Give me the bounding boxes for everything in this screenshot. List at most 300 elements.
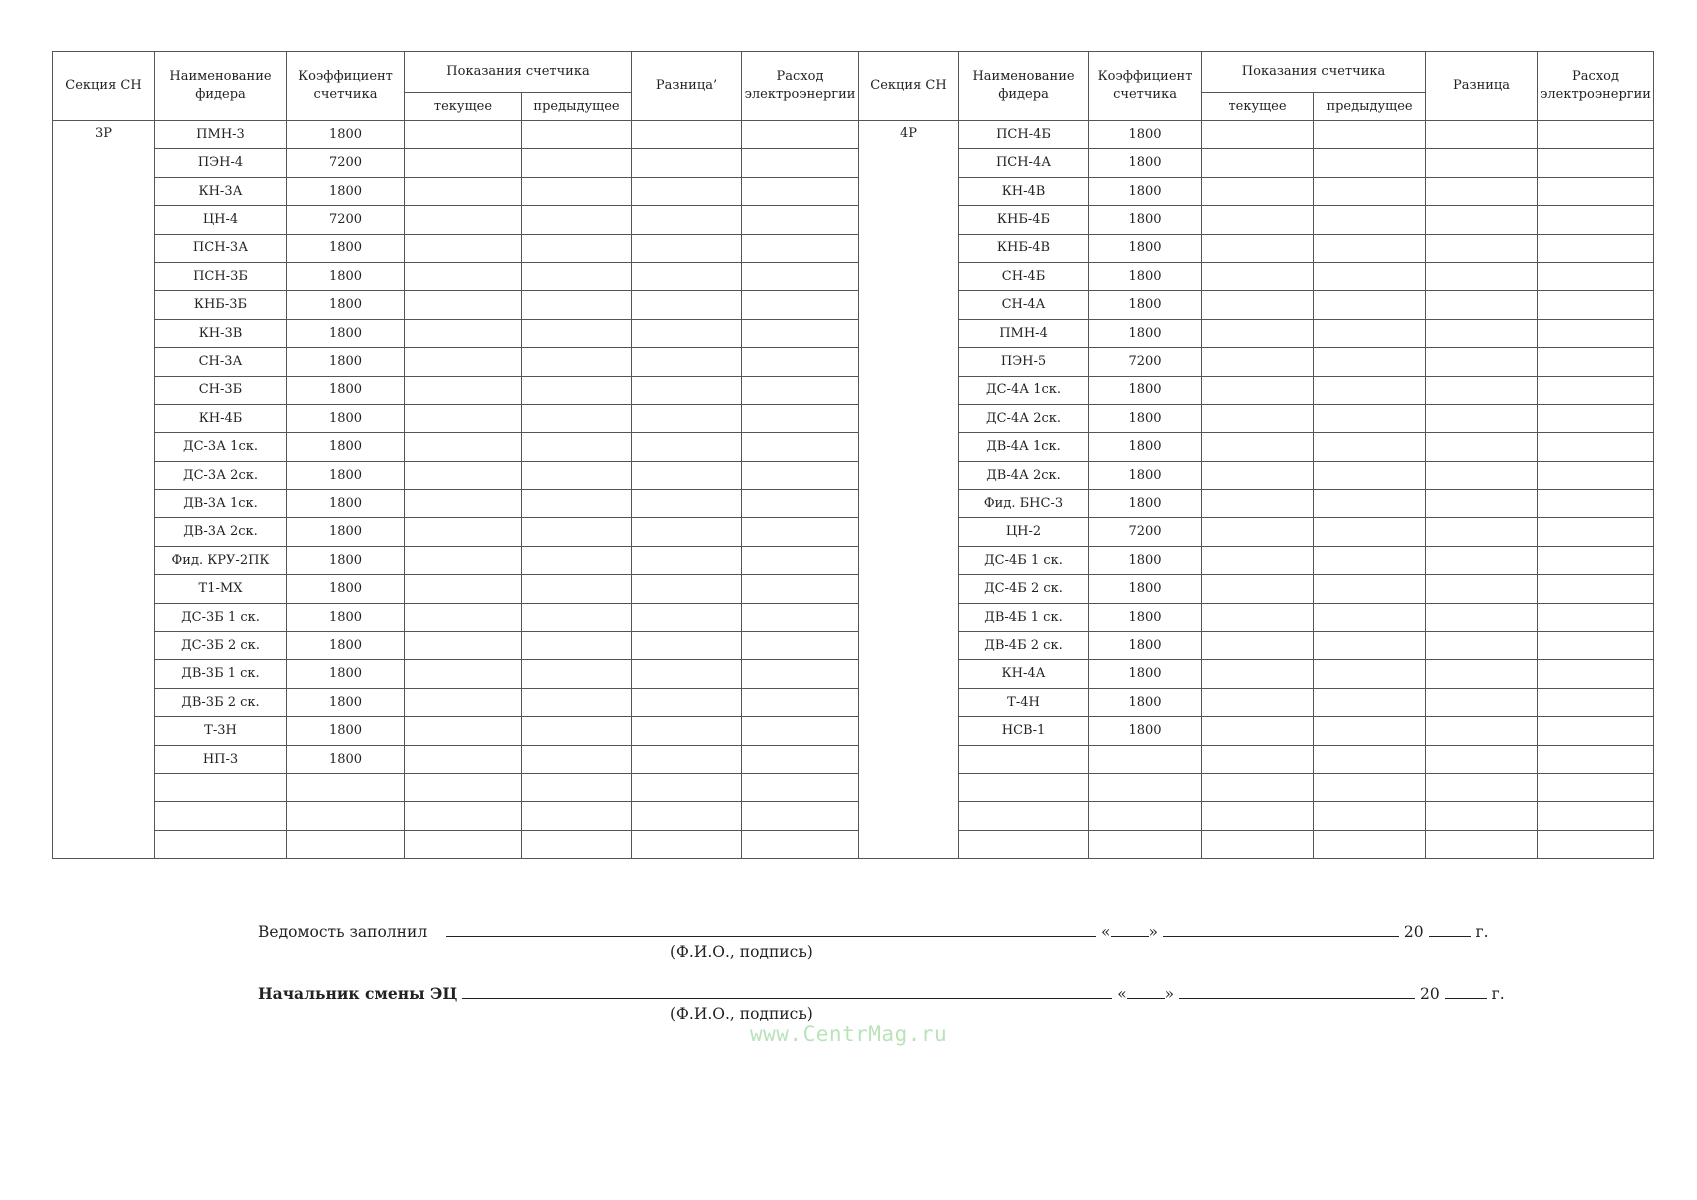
current-reading-cell[interactable] — [1202, 575, 1314, 603]
previous-reading-cell[interactable] — [522, 177, 632, 205]
current-reading-cell[interactable] — [405, 262, 522, 290]
coef-cell: 1800 — [287, 348, 405, 376]
consumption-cell[interactable] — [742, 206, 859, 234]
coef-cell — [287, 830, 405, 858]
difference-cell[interactable] — [1426, 234, 1538, 262]
previous-reading-cell[interactable] — [1314, 348, 1426, 376]
current-reading-cell[interactable] — [405, 149, 522, 177]
difference-cell[interactable] — [632, 603, 742, 631]
previous-reading-cell[interactable] — [522, 461, 632, 489]
table-body — [53, 121, 1654, 859]
difference-cell[interactable] — [1426, 575, 1538, 603]
consumption-cell[interactable] — [1538, 688, 1654, 716]
consumption-cell[interactable] — [742, 575, 859, 603]
current-reading-cell[interactable] — [405, 830, 522, 858]
year-prefix: 20 — [1403, 923, 1424, 941]
coef-cell: 1800 — [287, 433, 405, 461]
coef-cell: 1800 — [287, 490, 405, 518]
table-row — [53, 376, 1654, 404]
previous-reading-cell[interactable] — [522, 291, 632, 319]
difference-cell[interactable] — [1426, 376, 1538, 404]
previous-reading-cell[interactable] — [522, 234, 632, 262]
consumption-cell[interactable] — [1538, 773, 1654, 801]
feeder-name-cell: СН-4А — [959, 291, 1089, 319]
previous-reading-cell[interactable] — [1314, 262, 1426, 290]
coef-cell: 1800 — [1089, 660, 1202, 688]
current-reading-cell[interactable] — [1202, 404, 1314, 432]
coef-cell: 1800 — [287, 404, 405, 432]
difference-cell[interactable] — [1426, 319, 1538, 347]
current-reading-cell[interactable] — [1202, 461, 1314, 489]
feeder-name-cell: СН-3Б — [155, 376, 287, 404]
difference-cell[interactable] — [1426, 121, 1538, 149]
consumption-cell[interactable] — [742, 404, 859, 432]
year-field[interactable] — [1445, 984, 1487, 999]
table-row — [53, 461, 1654, 489]
previous-reading-cell[interactable] — [522, 603, 632, 631]
consumption-cell[interactable] — [742, 632, 859, 660]
difference-cell[interactable] — [1426, 802, 1538, 830]
consumption-cell[interactable] — [742, 688, 859, 716]
consumption-cell[interactable] — [1538, 575, 1654, 603]
difference-cell[interactable] — [1426, 632, 1538, 660]
header-feeder-left: Наименование фидера — [155, 52, 287, 121]
difference-cell[interactable] — [1426, 206, 1538, 234]
coef-cell: 1800 — [1089, 206, 1202, 234]
current-reading-cell[interactable] — [1202, 234, 1314, 262]
previous-reading-cell[interactable] — [1314, 121, 1426, 149]
difference-cell[interactable] — [632, 490, 742, 518]
feeder-name-cell: ПМН-3 — [155, 121, 287, 149]
current-reading-cell[interactable] — [405, 461, 522, 489]
table-row — [53, 490, 1654, 518]
coef-cell: 1800 — [1089, 262, 1202, 290]
previous-reading-cell[interactable] — [522, 575, 632, 603]
current-reading-cell[interactable] — [1202, 490, 1314, 518]
month-field[interactable] — [1179, 984, 1415, 999]
current-reading-cell[interactable] — [405, 717, 522, 745]
table-row — [53, 177, 1654, 205]
feeder-name-cell: ПЭН-5 — [959, 348, 1089, 376]
table-row — [53, 319, 1654, 347]
coef-cell: 1800 — [1089, 575, 1202, 603]
coef-cell: 1800 — [1089, 688, 1202, 716]
previous-reading-cell[interactable] — [522, 802, 632, 830]
feeder-name-cell: Т-3Н — [155, 717, 287, 745]
coef-cell — [287, 773, 405, 801]
consumption-cell[interactable] — [1538, 319, 1654, 347]
consumption-cell[interactable] — [742, 262, 859, 290]
coef-cell: 7200 — [287, 149, 405, 177]
consumption-cell[interactable] — [742, 234, 859, 262]
previous-reading-cell[interactable] — [522, 518, 632, 546]
current-reading-cell[interactable] — [1202, 206, 1314, 234]
current-reading-cell[interactable] — [1202, 149, 1314, 177]
watermark: www.CentrMag.ru — [750, 1022, 948, 1046]
difference-cell[interactable] — [632, 404, 742, 432]
shift-head-signature-field[interactable] — [462, 984, 1112, 999]
previous-reading-cell[interactable] — [522, 376, 632, 404]
difference-cell[interactable] — [632, 206, 742, 234]
filled-by-line — [258, 922, 1489, 941]
consumption-cell[interactable] — [742, 490, 859, 518]
previous-reading-cell[interactable] — [1314, 830, 1426, 858]
consumption-cell[interactable] — [742, 660, 859, 688]
consumption-cell[interactable] — [742, 149, 859, 177]
table-row — [53, 121, 1654, 149]
previous-reading-cell[interactable] — [1314, 518, 1426, 546]
current-reading-cell[interactable] — [1202, 518, 1314, 546]
current-reading-cell[interactable] — [1202, 660, 1314, 688]
consumption-cell[interactable] — [742, 745, 859, 773]
current-reading-cell[interactable] — [405, 802, 522, 830]
previous-reading-cell[interactable] — [522, 262, 632, 290]
coef-cell: 1800 — [1089, 291, 1202, 319]
difference-cell[interactable] — [632, 688, 742, 716]
table-row — [53, 518, 1654, 546]
current-reading-cell[interactable] — [1202, 121, 1314, 149]
consumption-cell[interactable] — [1538, 291, 1654, 319]
table-row — [53, 830, 1654, 858]
previous-reading-cell[interactable] — [522, 404, 632, 432]
consumption-cell[interactable] — [742, 773, 859, 801]
coef-cell: 1800 — [1089, 121, 1202, 149]
previous-reading-cell[interactable] — [522, 121, 632, 149]
table-row — [53, 149, 1654, 177]
coef-cell: 1800 — [287, 575, 405, 603]
consumption-cell[interactable] — [1538, 660, 1654, 688]
feeder-name-cell: ПСН-3Б — [155, 262, 287, 290]
previous-reading-cell[interactable] — [1314, 404, 1426, 432]
current-reading-cell[interactable] — [405, 688, 522, 716]
coef-cell: 1800 — [287, 660, 405, 688]
coef-cell: 7200 — [1089, 518, 1202, 546]
table-row — [53, 632, 1654, 660]
feeder-name-cell: ДС-3Б 2 ск. — [155, 632, 287, 660]
current-reading-cell[interactable] — [1202, 262, 1314, 290]
difference-cell[interactable] — [632, 376, 742, 404]
previous-reading-cell[interactable] — [1314, 490, 1426, 518]
consumption-cell[interactable] — [742, 177, 859, 205]
difference-cell[interactable] — [1426, 262, 1538, 290]
current-reading-cell[interactable] — [1202, 830, 1314, 858]
coef-cell: 1800 — [287, 632, 405, 660]
consumption-cell[interactable] — [1538, 404, 1654, 432]
previous-reading-cell[interactable] — [522, 490, 632, 518]
consumption-cell[interactable] — [1538, 717, 1654, 745]
coef-cell: 1800 — [287, 518, 405, 546]
previous-reading-cell[interactable] — [1314, 376, 1426, 404]
quote-open: « — [1101, 923, 1111, 941]
difference-cell[interactable] — [1426, 773, 1538, 801]
consumption-cell[interactable] — [1538, 490, 1654, 518]
header-diff-right: Разница — [1426, 52, 1538, 121]
feeder-name-cell: ДС-4Б 2 ск. — [959, 575, 1089, 603]
consumption-cell[interactable] — [1538, 234, 1654, 262]
difference-cell[interactable] — [632, 745, 742, 773]
current-reading-cell[interactable] — [1202, 433, 1314, 461]
table-row — [53, 575, 1654, 603]
difference-cell[interactable] — [1426, 546, 1538, 574]
consumption-cell[interactable] — [1538, 376, 1654, 404]
previous-reading-cell[interactable] — [1314, 461, 1426, 489]
current-reading-cell[interactable] — [405, 575, 522, 603]
consumption-cell[interactable] — [742, 717, 859, 745]
consumption-cell[interactable] — [1538, 830, 1654, 858]
consumption-cell[interactable] — [1538, 262, 1654, 290]
table-row — [53, 234, 1654, 262]
previous-reading-cell[interactable] — [522, 688, 632, 716]
current-reading-cell[interactable] — [405, 234, 522, 262]
difference-cell[interactable] — [632, 802, 742, 830]
current-reading-cell[interactable] — [405, 348, 522, 376]
current-reading-cell[interactable] — [405, 291, 522, 319]
coef-cell: 1800 — [1089, 546, 1202, 574]
feeder-name-cell: ДВ-3А 1ск. — [155, 490, 287, 518]
coef-cell: 1800 — [1089, 461, 1202, 489]
previous-reading-cell[interactable] — [1314, 546, 1426, 574]
difference-cell[interactable] — [632, 149, 742, 177]
previous-reading-cell[interactable] — [1314, 603, 1426, 631]
header-section-left: Секция СН — [53, 52, 155, 121]
difference-cell[interactable] — [632, 461, 742, 489]
coef-cell — [1089, 802, 1202, 830]
consumption-cell[interactable] — [742, 830, 859, 858]
consumption-cell[interactable] — [1538, 603, 1654, 631]
consumption-cell[interactable] — [1538, 745, 1654, 773]
coef-cell: 1800 — [1089, 404, 1202, 432]
difference-cell[interactable] — [632, 177, 742, 205]
coef-cell — [287, 802, 405, 830]
feeder-name-cell — [959, 745, 1089, 773]
coef-cell: 1800 — [1089, 632, 1202, 660]
table-row — [53, 262, 1654, 290]
previous-reading-cell[interactable] — [522, 206, 632, 234]
feeder-name-cell: ЦН-2 — [959, 518, 1089, 546]
previous-reading-cell[interactable] — [522, 773, 632, 801]
difference-cell[interactable] — [632, 575, 742, 603]
difference-cell[interactable] — [632, 234, 742, 262]
difference-cell[interactable] — [1426, 830, 1538, 858]
current-reading-cell[interactable] — [1202, 745, 1314, 773]
current-reading-cell[interactable] — [1202, 376, 1314, 404]
previous-reading-cell[interactable] — [1314, 291, 1426, 319]
difference-cell[interactable] — [1426, 518, 1538, 546]
previous-reading-cell[interactable] — [1314, 773, 1426, 801]
table-row — [53, 660, 1654, 688]
feeder-name-cell: ДС-4Б 1 ск. — [959, 546, 1089, 574]
table-row — [53, 773, 1654, 801]
difference-cell[interactable] — [632, 660, 742, 688]
day-field[interactable] — [1111, 922, 1149, 937]
current-reading-cell[interactable] — [1202, 291, 1314, 319]
current-reading-cell[interactable] — [405, 433, 522, 461]
difference-cell[interactable] — [632, 348, 742, 376]
previous-reading-cell[interactable] — [522, 660, 632, 688]
previous-reading-cell[interactable] — [522, 348, 632, 376]
year-field[interactable] — [1429, 922, 1471, 937]
consumption-cell[interactable] — [742, 319, 859, 347]
coef-cell: 1800 — [287, 688, 405, 716]
previous-reading-cell[interactable] — [1314, 575, 1426, 603]
current-reading-cell[interactable] — [1202, 177, 1314, 205]
previous-reading-cell[interactable] — [522, 717, 632, 745]
current-reading-cell[interactable] — [405, 404, 522, 432]
difference-cell[interactable] — [632, 121, 742, 149]
consumption-cell[interactable] — [742, 546, 859, 574]
day-field[interactable] — [1127, 984, 1165, 999]
previous-reading-cell[interactable] — [1314, 660, 1426, 688]
current-reading-cell[interactable] — [1202, 348, 1314, 376]
coef-cell: 1800 — [287, 745, 405, 773]
current-reading-cell[interactable] — [1202, 603, 1314, 631]
difference-cell[interactable] — [1426, 433, 1538, 461]
difference-cell[interactable] — [632, 717, 742, 745]
difference-cell[interactable] — [632, 291, 742, 319]
consumption-cell[interactable] — [742, 802, 859, 830]
current-reading-cell[interactable] — [405, 177, 522, 205]
shift-head-line — [258, 984, 1505, 1003]
feeder-name-cell: КН-3А — [155, 177, 287, 205]
consumption-cell[interactable] — [1538, 802, 1654, 830]
current-reading-cell[interactable] — [1202, 319, 1314, 347]
consumption-cell[interactable] — [1538, 121, 1654, 149]
header-section-right: Секция СН — [859, 52, 959, 121]
month-field[interactable] — [1163, 922, 1399, 937]
current-reading-cell[interactable] — [405, 660, 522, 688]
current-reading-cell[interactable] — [405, 518, 522, 546]
feeder-name-cell — [959, 802, 1089, 830]
consumption-cell[interactable] — [1538, 461, 1654, 489]
difference-cell[interactable] — [1426, 490, 1538, 518]
previous-reading-cell[interactable] — [1314, 433, 1426, 461]
difference-cell[interactable] — [632, 632, 742, 660]
feeder-name-cell — [155, 802, 287, 830]
difference-cell[interactable] — [1426, 348, 1538, 376]
feeder-name-cell — [155, 830, 287, 858]
difference-cell[interactable] — [632, 262, 742, 290]
coef-cell: 7200 — [287, 206, 405, 234]
current-reading-cell[interactable] — [1202, 546, 1314, 574]
difference-cell[interactable] — [632, 319, 742, 347]
current-reading-cell[interactable] — [1202, 688, 1314, 716]
previous-reading-cell[interactable] — [1314, 632, 1426, 660]
difference-cell[interactable] — [1426, 461, 1538, 489]
consumption-cell[interactable] — [742, 603, 859, 631]
previous-reading-cell[interactable] — [1314, 688, 1426, 716]
feeder-name-cell: КНБ-3Б — [155, 291, 287, 319]
consumption-cell[interactable] — [1538, 149, 1654, 177]
difference-cell[interactable] — [1426, 660, 1538, 688]
current-reading-cell[interactable] — [405, 603, 522, 631]
consumption-cell[interactable] — [742, 121, 859, 149]
table-row — [53, 433, 1654, 461]
current-reading-cell[interactable] — [405, 546, 522, 574]
consumption-cell[interactable] — [742, 291, 859, 319]
difference-cell[interactable] — [632, 830, 742, 858]
consumption-cell[interactable] — [742, 518, 859, 546]
consumption-cell[interactable] — [742, 433, 859, 461]
current-reading-cell[interactable] — [405, 490, 522, 518]
consumption-cell[interactable] — [742, 348, 859, 376]
current-reading-cell[interactable] — [405, 121, 522, 149]
consumption-cell[interactable] — [1538, 433, 1654, 461]
difference-cell[interactable] — [1426, 603, 1538, 631]
previous-reading-cell[interactable] — [522, 745, 632, 773]
difference-cell[interactable] — [632, 518, 742, 546]
filled-by-label: Ведомость заполнил — [258, 923, 428, 941]
previous-reading-cell[interactable] — [1314, 802, 1426, 830]
previous-reading-cell[interactable] — [1314, 745, 1426, 773]
current-reading-cell[interactable] — [405, 745, 522, 773]
previous-reading-cell[interactable] — [1314, 319, 1426, 347]
current-reading-cell[interactable] — [1202, 632, 1314, 660]
difference-cell[interactable] — [1426, 717, 1538, 745]
coef-cell: 1800 — [1089, 376, 1202, 404]
difference-cell[interactable] — [632, 546, 742, 574]
current-reading-cell[interactable] — [405, 376, 522, 404]
previous-reading-cell[interactable] — [1314, 206, 1426, 234]
current-reading-cell[interactable] — [1202, 773, 1314, 801]
consumption-cell[interactable] — [1538, 348, 1654, 376]
difference-cell[interactable] — [632, 773, 742, 801]
previous-reading-cell[interactable] — [1314, 149, 1426, 177]
current-reading-cell[interactable] — [405, 206, 522, 234]
difference-cell[interactable] — [1426, 745, 1538, 773]
feeder-name-cell: ПЭН-4 — [155, 149, 287, 177]
previous-reading-cell[interactable] — [1314, 177, 1426, 205]
consumption-cell[interactable] — [742, 376, 859, 404]
previous-reading-cell[interactable] — [522, 149, 632, 177]
current-reading-cell[interactable] — [1202, 802, 1314, 830]
difference-cell[interactable] — [1426, 177, 1538, 205]
previous-reading-cell[interactable] — [522, 546, 632, 574]
previous-reading-cell[interactable] — [1314, 717, 1426, 745]
difference-cell[interactable] — [1426, 149, 1538, 177]
previous-reading-cell[interactable] — [522, 433, 632, 461]
coef-cell: 1800 — [287, 319, 405, 347]
table-row — [53, 404, 1654, 432]
current-reading-cell[interactable] — [405, 632, 522, 660]
feeder-name-cell: СН-3А — [155, 348, 287, 376]
filled-by-signature-field[interactable] — [446, 922, 1096, 937]
current-reading-cell[interactable] — [405, 773, 522, 801]
consumption-cell[interactable] — [1538, 177, 1654, 205]
previous-reading-cell[interactable] — [522, 632, 632, 660]
current-reading-cell[interactable] — [405, 319, 522, 347]
consumption-cell[interactable] — [1538, 546, 1654, 574]
difference-cell[interactable] — [632, 433, 742, 461]
previous-reading-cell[interactable] — [1314, 234, 1426, 262]
consumption-cell[interactable] — [742, 461, 859, 489]
coef-cell: 1800 — [287, 376, 405, 404]
consumption-cell[interactable] — [1538, 518, 1654, 546]
feeder-name-cell: ДС-4А 1ск. — [959, 376, 1089, 404]
current-reading-cell[interactable] — [1202, 717, 1314, 745]
previous-reading-cell[interactable] — [522, 319, 632, 347]
previous-reading-cell[interactable] — [522, 830, 632, 858]
feeder-name-cell: ДВ-4Б 2 ск. — [959, 632, 1089, 660]
header-feeder-right: Наименование фидера — [959, 52, 1089, 121]
table-row — [53, 688, 1654, 716]
year-prefix: 20 — [1420, 985, 1440, 1003]
consumption-cell[interactable] — [1538, 632, 1654, 660]
coef-cell: 1800 — [287, 262, 405, 290]
consumption-cell[interactable] — [1538, 206, 1654, 234]
difference-cell[interactable] — [1426, 291, 1538, 319]
difference-cell[interactable] — [1426, 404, 1538, 432]
difference-cell[interactable] — [1426, 688, 1538, 716]
